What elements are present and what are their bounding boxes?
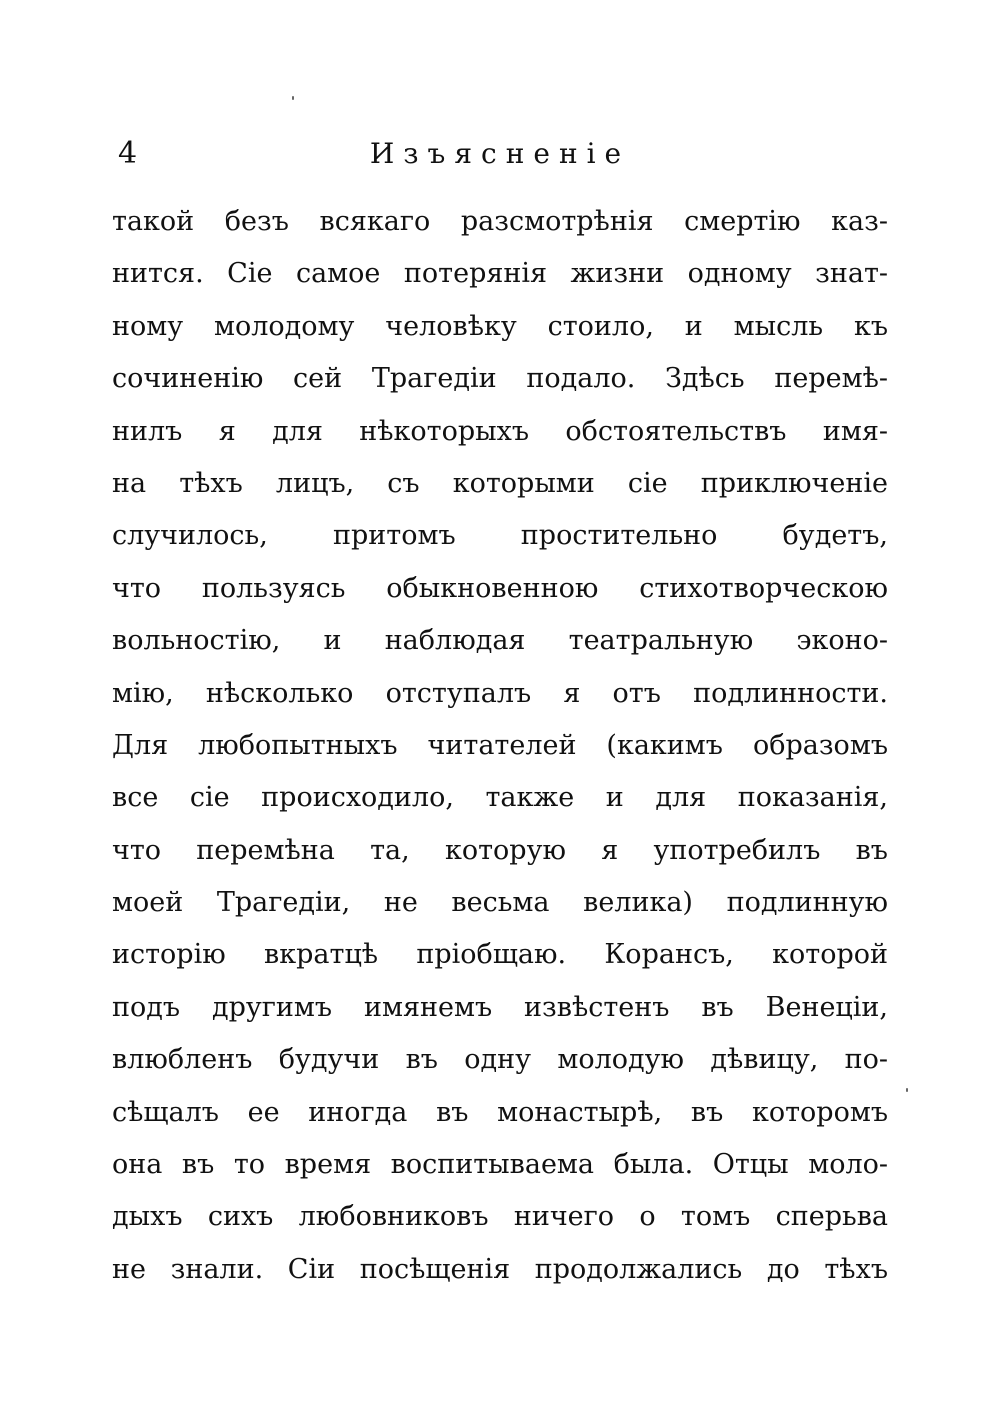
page-header	[110, 132, 890, 176]
text-line: не знали. Сіи посѣщенія продолжались до тѣхъ	[112, 1253, 888, 1285]
text-line: она въ то время воспитываема была. Отцы моло-	[112, 1149, 888, 1181]
text-line: все сіе происходило, также и для показанія,	[112, 782, 888, 814]
text-line: что перемѣна та, которую я употребилъ въ	[112, 834, 888, 866]
text-line: нилъ я для нѣкоторыхъ обстоятельствъ имя-	[112, 415, 888, 447]
text-line: вольностію, и наблюдая театральную эконо-	[112, 625, 888, 657]
running-title: Изъясненіе	[369, 137, 631, 170]
text-line: сѣщалъ ее иногда въ монастырѣ, въ которомъ	[112, 1096, 888, 1128]
page-number: 4	[118, 136, 138, 171]
text-line: влюбленъ будучи въ одну молодую дѣвицу, по-	[112, 1044, 888, 1076]
text-line: сочиненію сей Трагедіи подало. Здѣсь перемѣ-	[112, 363, 888, 395]
text-line: моей Трагедіи, не весьма велика) подлинную	[112, 887, 888, 919]
text-line: дыхъ сихъ любовниковъ ничего о томъ сперьва	[112, 1201, 888, 1233]
text-line: случилось, притомъ простительно будетъ,	[112, 520, 888, 552]
text-line: ному молодому человѣку стоило, и мысль къ	[112, 310, 888, 342]
text-line: такой безъ всякаго разсмотрѣнія смертію каз-	[112, 206, 888, 237]
text-line: что пользуясь обыкновенною стихотворческою	[112, 572, 888, 604]
text-line: Для любопытныхъ читателей (какимъ образомъ	[112, 729, 888, 761]
ink-speck	[292, 96, 294, 100]
text-line: мію, нѣсколько отступалъ я отъ подлинности.	[112, 677, 888, 709]
text-line: нится. Сіе самое потерянія жизни одному знат-	[112, 258, 888, 290]
body-text	[112, 196, 888, 1296]
ink-speck	[906, 1088, 908, 1092]
text-line: на тѣхъ лицъ, съ которыми сіе приключеніе	[112, 467, 888, 499]
text-line: исторію вкратцѣ пріобщаю. Корансъ, которой	[112, 939, 888, 971]
text-line: подъ другимъ имянемъ извѣстенъ въ Венеціи,	[112, 991, 888, 1023]
